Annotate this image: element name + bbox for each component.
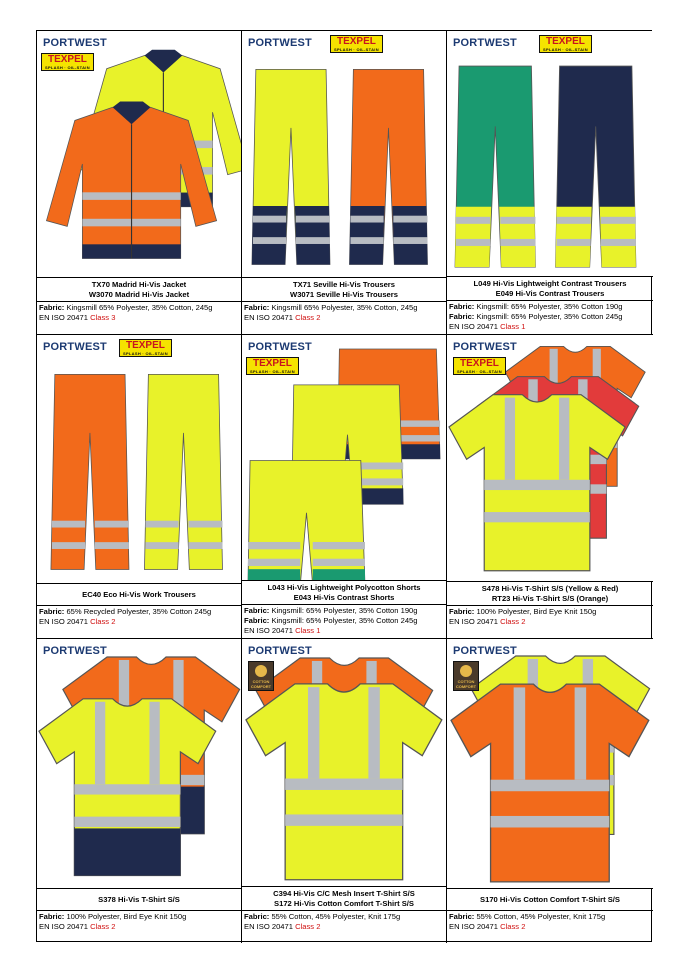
- portwest-logo: PORTWEST: [248, 645, 312, 657]
- eco-trousers-yellow-image: [144, 374, 222, 569]
- product-titles: [37, 278, 241, 302]
- trousers-orange-image: [349, 69, 427, 264]
- product-title: W3071 Seville Hi-Vis Trousers: [290, 290, 398, 299]
- fabric-line: [449, 912, 651, 922]
- trousers-green-image: [455, 66, 535, 267]
- product-title: S172 Hi-Vis Cotton Comfort T-Shirt S/S: [274, 899, 414, 908]
- product-cell: [242, 639, 447, 943]
- fabric-value: 65% Recycled Polyester, 35% Cotton 245g: [66, 607, 212, 616]
- standard-value: EN ISO 20471: [39, 313, 88, 322]
- fabric-label: Fabric:: [39, 303, 65, 312]
- class-badge: Class 2: [295, 922, 321, 931]
- fabric-label: Fabric:: [449, 312, 475, 321]
- fabric-label: Fabric:: [244, 912, 270, 921]
- trousers-yellow-image: [252, 69, 330, 264]
- product-title: TX70 Madrid Hi-Vis Jacket: [91, 280, 187, 289]
- product-title: W3070 Madrid Hi-Vis Jacket: [88, 290, 190, 299]
- shorts-yellow-green-image: [248, 460, 365, 580]
- portwest-logo: PORTWEST: [43, 37, 107, 49]
- product-title: TX71 Seville Hi-Vis Trousers: [292, 280, 395, 289]
- product-specs: [447, 606, 653, 638]
- fabric-line: [244, 912, 444, 922]
- cotton-comfort-logo: COTTON COMFORT: [453, 661, 479, 691]
- product-title: L043 Hi-Vis Lightweight Polycotton Shorts: [267, 583, 421, 592]
- product-titles: [447, 889, 653, 911]
- fabric-line: [449, 312, 651, 322]
- standard-line: [39, 617, 239, 627]
- fabric-label: Fabric:: [244, 606, 270, 615]
- standard-value: EN ISO 20471: [449, 617, 498, 626]
- standard-value: EN ISO 20471: [244, 922, 293, 931]
- product-cell: [37, 31, 242, 335]
- standard-value: EN ISO 20471: [39, 922, 88, 931]
- portwest-logo: PORTWEST: [453, 341, 517, 353]
- portwest-logo: PORTWEST: [248, 37, 312, 49]
- portwest-logo: PORTWEST: [43, 341, 107, 353]
- product-cell: [242, 335, 447, 639]
- fabric-value: Kingsmill: 65% Polyester, 35% Cotton 190g: [271, 606, 418, 615]
- product-titles: [37, 889, 241, 911]
- product-title: E043 Hi-Vis Contrast Shorts: [293, 593, 395, 602]
- fabric-value: Kingsmill: 65% Polyester, 35% Cotton 190g: [476, 302, 623, 311]
- portwest-logo: PORTWEST: [248, 341, 312, 353]
- standard-value: EN ISO 20471: [244, 313, 293, 322]
- standard-value: EN ISO 20471: [244, 626, 293, 635]
- product-title: S170 Hi-Vis Cotton Comfort T-Shirt S/S: [480, 895, 620, 904]
- product-image: [37, 31, 241, 278]
- product-image: [242, 639, 446, 887]
- fabric-label: Fabric:: [244, 303, 270, 312]
- product-grid: [36, 30, 652, 942]
- product-image: [37, 639, 241, 889]
- fabric-value: 55% Cotton, 45% Polyester, Knit 175g: [476, 912, 606, 921]
- class-badge: Class 2: [295, 313, 321, 322]
- product-titles: [447, 277, 653, 301]
- product-image: [242, 335, 446, 581]
- cotton-boll-icon: [460, 665, 472, 677]
- fabric-line: [244, 303, 444, 313]
- fabric-value: 55% Cotton, 45% Polyester, Knit 175g: [271, 912, 401, 921]
- product-title: S478 Hi-Vis T-Shirt S/S (Yellow & Red): [481, 584, 619, 593]
- product-cell: [242, 31, 447, 335]
- product-specs: [242, 302, 446, 334]
- texpel-logo: TEXPEL SPLASH · OIL-STAIN: [41, 53, 94, 71]
- texpel-logo: TEXPEL SPLASH · OIL-STAIN: [539, 35, 592, 53]
- tshirt-orange-image: [451, 684, 649, 882]
- product-titles: [242, 887, 446, 911]
- standard-line: [449, 617, 651, 627]
- product-specs: [37, 302, 241, 334]
- fabric-value: Kingsmill 65% Polyester, 35% Cotton, 245g: [66, 303, 213, 312]
- fabric-value: Kingsmill: 65% Polyester, 35% Cotton 245g: [476, 312, 623, 321]
- texpel-logo: TEXPEL SPLASH · OIL-STAIN: [453, 357, 506, 375]
- standard-line: [449, 922, 651, 932]
- standard-value: EN ISO 20471: [39, 617, 88, 626]
- product-specs: [37, 911, 241, 943]
- cotton-boll-icon: [255, 665, 267, 677]
- product-cell: [37, 335, 242, 639]
- fabric-line: [449, 302, 651, 312]
- class-badge: Class 1: [500, 322, 526, 331]
- product-image: [447, 639, 653, 889]
- product-titles: [242, 581, 446, 605]
- product-title: E049 Hi-Vis Contrast Trousers: [495, 289, 605, 298]
- fabric-line: [39, 607, 239, 617]
- product-specs: [242, 911, 446, 943]
- standard-line: [449, 322, 651, 332]
- fabric-line: [244, 616, 444, 626]
- portwest-logo: PORTWEST: [453, 645, 517, 657]
- product-cell: [447, 31, 653, 335]
- product-title: S378 Hi-Vis T-Shirt S/S: [98, 895, 180, 904]
- standard-line: [244, 922, 444, 932]
- fabric-label: Fabric:: [449, 302, 475, 311]
- product-title: RT23 Hi-Vis T-Shirt S/S (Orange): [491, 594, 609, 603]
- texpel-logo: TEXPEL SPLASH · OIL-STAIN: [119, 339, 172, 357]
- class-badge: Class 2: [90, 922, 116, 931]
- fabric-value: 100% Polyester, Bird Eye Knit 150g: [476, 607, 597, 616]
- fabric-value: 100% Polyester, Bird Eye Knit 150g: [66, 912, 187, 921]
- product-titles: [37, 584, 241, 606]
- standard-line: [244, 626, 444, 636]
- standard-value: EN ISO 20471: [449, 322, 498, 331]
- product-cell: [37, 639, 242, 943]
- fabric-label: Fabric:: [449, 912, 475, 921]
- fabric-line: [39, 303, 239, 313]
- cotton-comfort-logo: COTTON COMFORT: [248, 661, 274, 691]
- fabric-line: [244, 606, 444, 616]
- texpel-logo: TEXPEL SPLASH · OIL-STAIN: [330, 35, 383, 53]
- product-title: C394 Hi-Vis C/C Mesh Insert T-Shirt S/S: [273, 889, 415, 898]
- class-badge: Class 1: [295, 626, 321, 635]
- product-specs: [447, 301, 653, 334]
- class-badge: Class 2: [90, 617, 116, 626]
- product-specs: [37, 606, 241, 638]
- fabric-line: [39, 912, 239, 922]
- product-titles: [242, 278, 446, 302]
- fabric-label: Fabric:: [39, 607, 65, 616]
- texpel-logo: TEXPEL SPLASH · OIL-STAIN: [246, 357, 299, 375]
- product-image: [447, 335, 653, 582]
- eco-trousers-orange-image: [51, 374, 129, 569]
- product-image: [447, 31, 653, 277]
- fabric-label: Fabric:: [39, 912, 65, 921]
- product-image: [242, 31, 446, 278]
- product-cell: [447, 335, 653, 639]
- product-image: [37, 335, 241, 584]
- class-badge: Class 2: [500, 922, 526, 931]
- class-badge: Class 2: [500, 617, 526, 626]
- fabric-value: Kingsmill 65% Polyester, 35% Cotton, 245g: [271, 303, 418, 312]
- product-title: EC40 Eco Hi-Vis Work Trousers: [82, 590, 196, 599]
- standard-line: [39, 922, 239, 932]
- fabric-label: Fabric:: [449, 607, 475, 616]
- fabric-value: Kingsmill: 65% Polyester, 35% Cotton 245g: [271, 616, 418, 625]
- class-badge: Class 3: [90, 313, 116, 322]
- product-title: L049 Hi-Vis Lightweight Contrast Trousers: [473, 279, 627, 288]
- product-cell: [447, 639, 653, 943]
- standard-line: [244, 313, 444, 323]
- fabric-line: [449, 607, 651, 617]
- fabric-label: Fabric:: [244, 616, 270, 625]
- product-specs: [242, 605, 446, 638]
- standard-line: [39, 313, 239, 323]
- portwest-logo: PORTWEST: [453, 37, 517, 49]
- trousers-navy-image: [556, 66, 636, 267]
- product-specs: [447, 911, 653, 943]
- standard-value: EN ISO 20471: [449, 922, 498, 931]
- portwest-logo: PORTWEST: [43, 645, 107, 657]
- tshirt-yellow-image: [246, 684, 442, 880]
- product-titles: [447, 582, 653, 606]
